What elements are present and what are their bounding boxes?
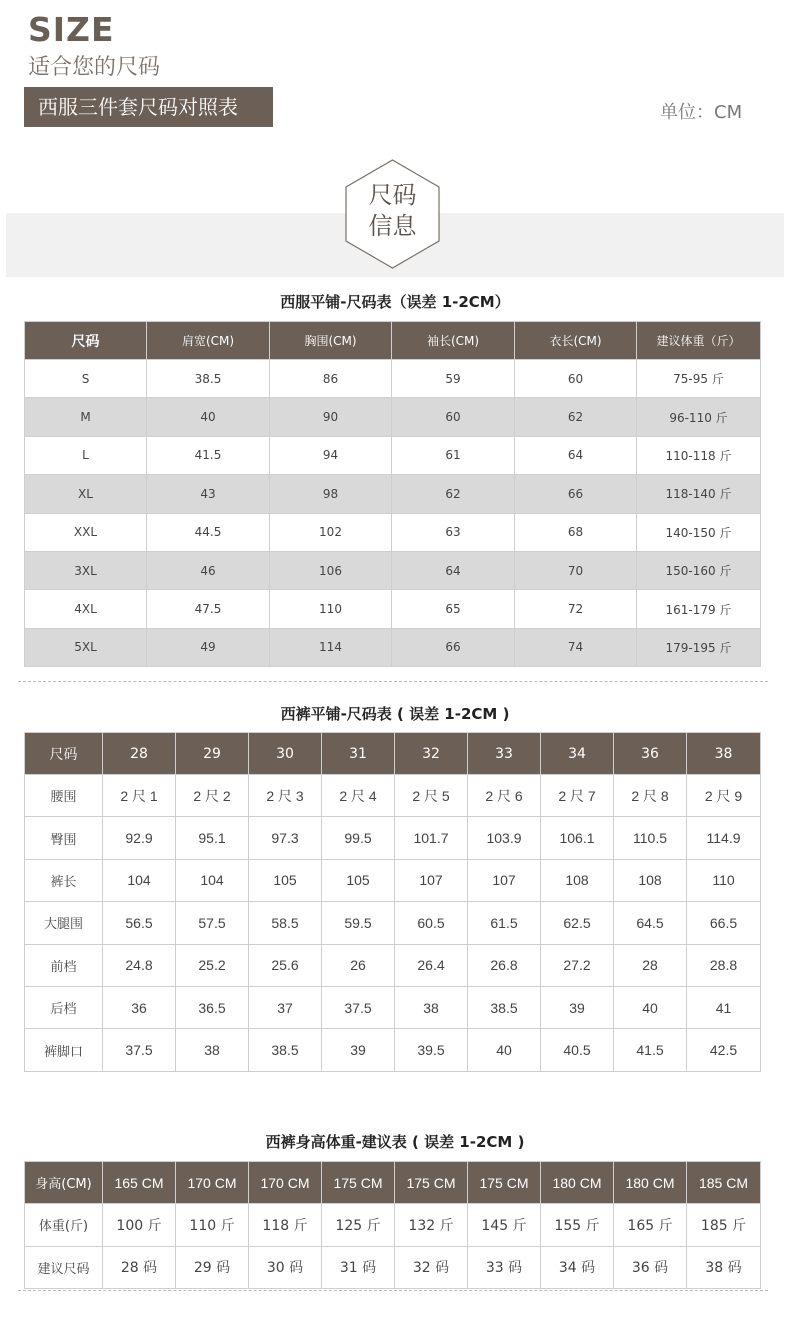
column-header: 175 CM	[468, 1162, 541, 1204]
row-label: M	[25, 398, 147, 436]
table-cell: 28 码	[103, 1246, 176, 1289]
table-cell: 108	[541, 859, 614, 901]
size-heading: SIZE	[28, 10, 115, 49]
column-header: 身高(CM)	[25, 1162, 103, 1204]
table-cell: 90	[270, 398, 392, 436]
table-cell: 66.5	[687, 902, 761, 944]
table-cell: 100 斤	[103, 1204, 176, 1247]
table-cell: 38.5	[147, 360, 270, 398]
table-cell: 96-110 斤	[637, 398, 761, 436]
table-cell: 2 尺 8	[614, 775, 687, 817]
table-cell: 32 码	[395, 1246, 468, 1289]
table-row	[25, 513, 761, 551]
table-cell: 28.8	[687, 944, 761, 986]
table-cell: 62.5	[541, 902, 614, 944]
table-cell: 39.5	[395, 1029, 468, 1071]
table-cell: 150-160 斤	[637, 551, 761, 589]
table-cell: 40	[614, 986, 687, 1028]
table-cell: 110	[270, 590, 392, 628]
table-cell: 26.4	[395, 944, 468, 986]
table-cell: 105	[249, 859, 322, 901]
table-header-row	[25, 322, 761, 360]
table-cell: 101.7	[395, 817, 468, 859]
table-row	[25, 1029, 761, 1071]
table-cell: 161-179 斤	[637, 590, 761, 628]
table-cell: 2 尺 7	[541, 775, 614, 817]
column-header: 肩宽(CM)	[147, 322, 270, 360]
table-cell: 2 尺 6	[468, 775, 541, 817]
unit-label: 单位：CM	[660, 102, 743, 123]
column-header: 170 CM	[176, 1162, 249, 1204]
table-cell: 59.5	[322, 902, 395, 944]
table-cell: 95.1	[176, 817, 249, 859]
table-row	[25, 628, 761, 666]
table-cell: 42.5	[687, 1029, 761, 1071]
table-cell: 27.2	[541, 944, 614, 986]
table-cell: 65	[392, 590, 515, 628]
table-cell: 33 码	[468, 1246, 541, 1289]
table-cell: 70	[515, 551, 637, 589]
table-cell: 38	[395, 986, 468, 1028]
row-label: 裤长	[25, 859, 103, 901]
row-label: 体重(斤)	[25, 1204, 103, 1247]
column-header: 165 CM	[103, 1162, 176, 1204]
pants-table-title: 西裤平铺-尺码表 ( 误差 1-2CM )	[280, 705, 510, 723]
table-cell: 26	[322, 944, 395, 986]
column-header: 175 CM	[322, 1162, 395, 1204]
table-cell: 40.5	[541, 1029, 614, 1071]
row-label: XL	[25, 475, 147, 513]
table-cell: 110.5	[614, 817, 687, 859]
table-cell: 40	[147, 398, 270, 436]
table-cell: 105	[322, 859, 395, 901]
table-cell: 114.9	[687, 817, 761, 859]
table-cell: 118 斤	[249, 1204, 322, 1247]
table-cell: 110 斤	[176, 1204, 249, 1247]
table-row	[25, 398, 761, 436]
table-cell: 28	[614, 944, 687, 986]
table-cell: 62	[392, 475, 515, 513]
table-row	[25, 1246, 761, 1289]
table-cell: 56.5	[103, 902, 176, 944]
height-weight-table	[24, 1161, 761, 1289]
table-cell: 43	[147, 475, 270, 513]
table-row	[25, 475, 761, 513]
row-label: 裤脚口	[25, 1029, 103, 1071]
row-label: 臀围	[25, 817, 103, 859]
column-header: 32	[395, 733, 468, 775]
divider	[18, 1290, 768, 1291]
divider	[18, 681, 768, 682]
table-cell: 41.5	[614, 1029, 687, 1071]
table-cell: 155 斤	[541, 1204, 614, 1247]
table-cell: 46	[147, 551, 270, 589]
table-cell: 58.5	[249, 902, 322, 944]
table-cell: 38	[176, 1029, 249, 1071]
table-cell: 106	[270, 551, 392, 589]
table-cell: 102	[270, 513, 392, 551]
pants-size-table	[24, 732, 761, 1072]
table-row	[25, 902, 761, 944]
table-cell: 92.9	[103, 817, 176, 859]
table-header-row	[25, 733, 761, 775]
table-cell: 64.5	[614, 902, 687, 944]
table-cell: 39	[322, 1029, 395, 1071]
row-label: 5XL	[25, 628, 147, 666]
height-table-title: 西裤身高体重-建议表 ( 误差 1-2CM )	[265, 1133, 525, 1151]
column-header: 28	[103, 733, 176, 775]
table-cell: 64	[392, 551, 515, 589]
table-cell: 29 码	[176, 1246, 249, 1289]
column-header: 33	[468, 733, 541, 775]
table-row	[25, 436, 761, 474]
table-row	[25, 590, 761, 628]
table-cell: 37.5	[322, 986, 395, 1028]
table-cell: 36 码	[614, 1246, 687, 1289]
table-cell: 49	[147, 628, 270, 666]
column-header: 尺码	[25, 322, 147, 360]
column-header: 180 CM	[614, 1162, 687, 1204]
row-label: 后档	[25, 986, 103, 1028]
table-cell: 2 尺 9	[687, 775, 761, 817]
column-header: 29	[176, 733, 249, 775]
column-header: 袖长(CM)	[392, 322, 515, 360]
table-cell: 26.8	[468, 944, 541, 986]
table-cell: 57.5	[176, 902, 249, 944]
table-cell: 66	[515, 475, 637, 513]
table-row	[25, 775, 761, 817]
table-cell: 64	[515, 436, 637, 474]
table-cell: 41.5	[147, 436, 270, 474]
table-cell: 179-195 斤	[637, 628, 761, 666]
table-cell: 2 尺 4	[322, 775, 395, 817]
table-cell: 47.5	[147, 590, 270, 628]
row-label: 4XL	[25, 590, 147, 628]
badge-line-1: 尺码	[368, 181, 417, 209]
table-row	[25, 551, 761, 589]
table-cell: 104	[176, 859, 249, 901]
table-row	[25, 360, 761, 398]
row-label: 前档	[25, 944, 103, 986]
column-header: 30	[249, 733, 322, 775]
column-header: 衣长(CM)	[515, 322, 637, 360]
table-cell: 44.5	[147, 513, 270, 551]
table-cell: 108	[614, 859, 687, 901]
table-cell: 41	[687, 986, 761, 1028]
table-cell: 60	[392, 398, 515, 436]
table-row	[25, 986, 761, 1028]
table-row	[25, 944, 761, 986]
table-cell: 31 码	[322, 1246, 395, 1289]
table-cell: 36	[103, 986, 176, 1028]
column-header: 170 CM	[249, 1162, 322, 1204]
table-cell: 60	[515, 360, 637, 398]
table-cell: 106.1	[541, 817, 614, 859]
badge-text	[345, 180, 440, 242]
row-label: S	[25, 360, 147, 398]
table-cell: 110-118 斤	[637, 436, 761, 474]
table-cell: 62	[515, 398, 637, 436]
table-cell: 63	[392, 513, 515, 551]
table-cell: 25.6	[249, 944, 322, 986]
table-cell: 94	[270, 436, 392, 474]
table-cell: 59	[392, 360, 515, 398]
table-cell: 110	[687, 859, 761, 901]
table-cell: 2 尺 3	[249, 775, 322, 817]
table-cell: 2 尺 2	[176, 775, 249, 817]
column-header: 185 CM	[687, 1162, 761, 1204]
table-row	[25, 1204, 761, 1247]
table-cell: 68	[515, 513, 637, 551]
table-cell: 2 尺 5	[395, 775, 468, 817]
table-cell: 140-150 斤	[637, 513, 761, 551]
table-cell: 61	[392, 436, 515, 474]
column-header: 175 CM	[395, 1162, 468, 1204]
column-header: 36	[614, 733, 687, 775]
page-title: 西服三件套尺码对照表	[24, 87, 273, 127]
table-cell: 107	[468, 859, 541, 901]
row-label: 建议尺码	[25, 1246, 103, 1289]
row-label: XXL	[25, 513, 147, 551]
size-subtitle: 适合您的尺码	[28, 55, 161, 80]
table-cell: 99.5	[322, 817, 395, 859]
table-cell: 104	[103, 859, 176, 901]
badge-line-2: 信息	[368, 212, 417, 240]
table-cell: 61.5	[468, 902, 541, 944]
column-header: 38	[687, 733, 761, 775]
table-cell: 107	[395, 859, 468, 901]
row-label: L	[25, 436, 147, 474]
table-row	[25, 859, 761, 901]
table-cell: 74	[515, 628, 637, 666]
table-cell: 165 斤	[614, 1204, 687, 1247]
row-label: 腰围	[25, 775, 103, 817]
table-cell: 103.9	[468, 817, 541, 859]
column-header: 建议体重（斤）	[637, 322, 761, 360]
jacket-size-table	[24, 321, 761, 667]
table-cell: 39	[541, 986, 614, 1028]
table-cell: 37.5	[103, 1029, 176, 1071]
table-cell: 25.2	[176, 944, 249, 986]
column-header: 尺码	[25, 733, 103, 775]
table-cell: 24.8	[103, 944, 176, 986]
table-cell: 118-140 斤	[637, 475, 761, 513]
table-cell: 37	[249, 986, 322, 1028]
table-cell: 97.3	[249, 817, 322, 859]
table-cell: 86	[270, 360, 392, 398]
table-cell: 38.5	[249, 1029, 322, 1071]
table-cell: 75-95 斤	[637, 360, 761, 398]
jacket-table-title: 西服平铺-尺码表（误差 1-2CM）	[280, 293, 510, 311]
table-cell: 30 码	[249, 1246, 322, 1289]
table-header-row	[25, 1162, 761, 1204]
table-cell: 38 码	[687, 1246, 761, 1289]
table-cell: 125 斤	[322, 1204, 395, 1247]
table-cell: 72	[515, 590, 637, 628]
row-label: 3XL	[25, 551, 147, 589]
table-cell: 66	[392, 628, 515, 666]
column-header: 34	[541, 733, 614, 775]
table-cell: 114	[270, 628, 392, 666]
table-cell: 60.5	[395, 902, 468, 944]
column-header: 胸围(CM)	[270, 322, 392, 360]
table-cell: 185 斤	[687, 1204, 761, 1247]
row-label: 大腿围	[25, 902, 103, 944]
table-row	[25, 817, 761, 859]
column-header: 180 CM	[541, 1162, 614, 1204]
table-cell: 34 码	[541, 1246, 614, 1289]
table-cell: 98	[270, 475, 392, 513]
table-cell: 145 斤	[468, 1204, 541, 1247]
table-cell: 38.5	[468, 986, 541, 1028]
column-header: 31	[322, 733, 395, 775]
table-cell: 2 尺 1	[103, 775, 176, 817]
table-cell: 132 斤	[395, 1204, 468, 1247]
table-cell: 40	[468, 1029, 541, 1071]
table-cell: 36.5	[176, 986, 249, 1028]
